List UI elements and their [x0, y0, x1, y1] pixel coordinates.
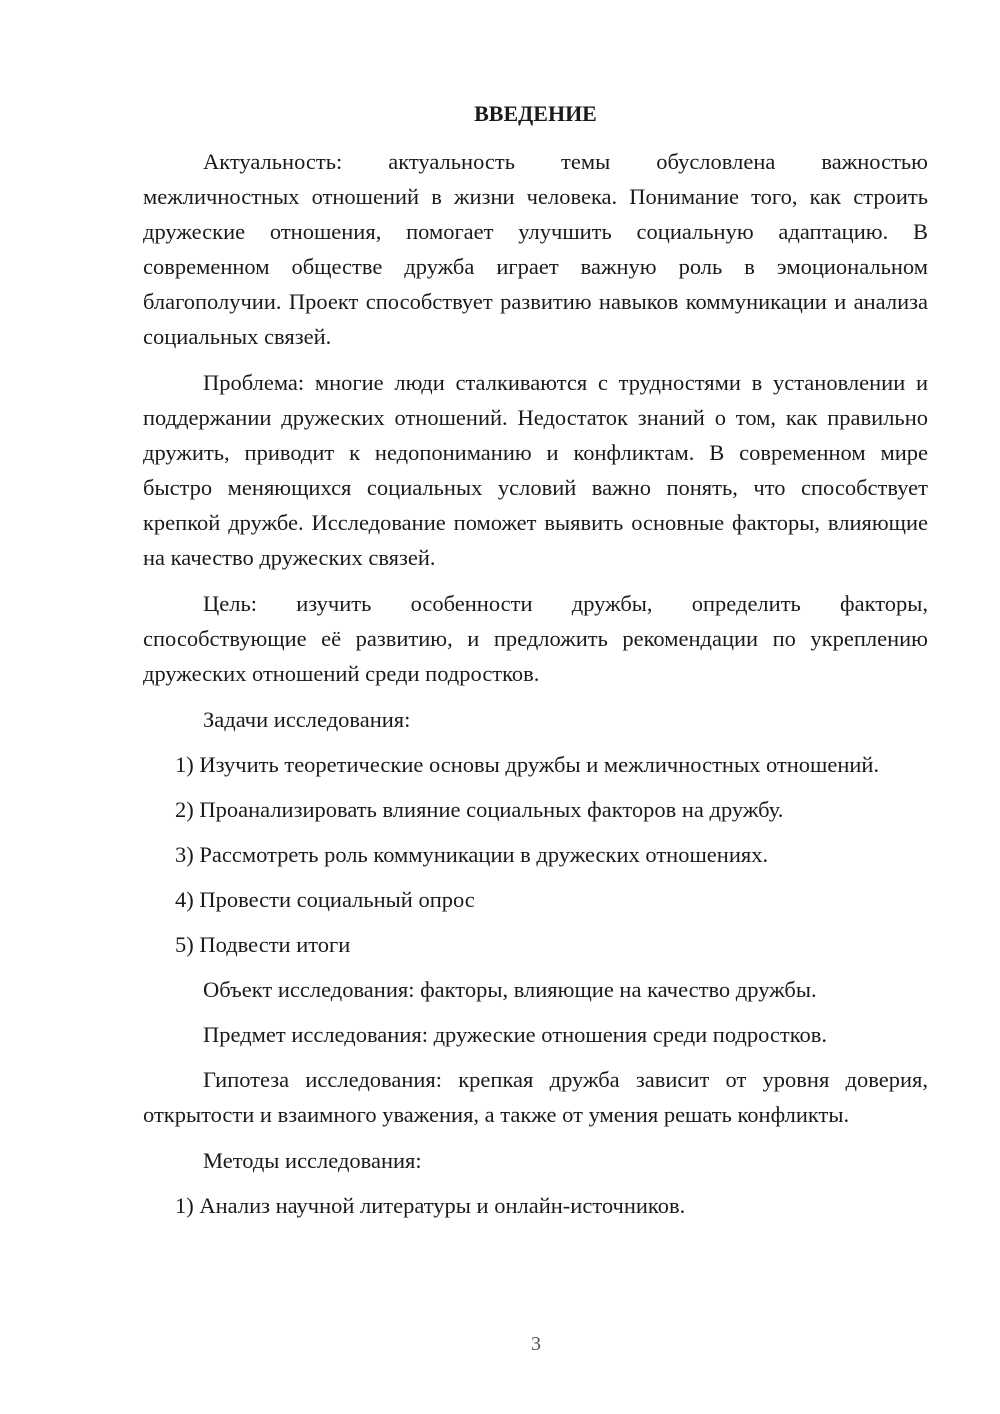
task-item-5: 5) Подвести итоги [175, 932, 351, 957]
task-item-1: 1) Изучить теоретические основы дружбы и межличностных отношений. [175, 752, 880, 777]
task-item-2: 2) Проанализировать влияние социальных факторов на дружбу. [175, 797, 784, 822]
relevance-paragraph: Актуальность: актуальность темы обусловлена важностью межличностных отношений в жизни человека. Понимание того, как строить дружеские отношения, помогает улучшить социальную адаптацию. В современном обществе дружба играет важную роль в эмоциональном благополучии. Проект способствует развитию навыков коммуникации и анализа социальных связей. [143, 149, 928, 349]
page-content [143, 96, 928, 1233]
page-number: 3 [531, 1333, 541, 1355]
goal-paragraph: Цель: изучить особенности дружбы, определить факторы, способствующие её развитию, и предложить рекомендации по укреплению дружеских отношений среди подростков. [143, 591, 928, 686]
problem-paragraph: Проблема: многие люди сталкиваются с трудностями в установлении и поддержании дружеских отношений. Недостаток знаний о том, как правильно дружить, приводит к недопониманию и конфликтам. В современном мире быстро меняющихся социальных условий важно понять, что способствует крепкой дружбе. Исследование поможет выявить основные факторы, влияющие на качество дружеских связей. [143, 370, 928, 570]
method-item-1: 1) Анализ научной литературы и онлайн-источников. [175, 1193, 686, 1218]
research-hypothesis: Гипотеза исследования: крепкая дружба зависит от уровня доверия, открытости и взаимного уважения, а также от умения решать конфликты. [143, 1067, 928, 1127]
section-title: ВВЕДЕНИЕ [474, 101, 597, 126]
tasks-heading: Задачи исследования: [203, 707, 411, 732]
methods-heading: Методы исследования: [203, 1148, 422, 1173]
task-item-3: 3) Рассмотреть роль коммуникации в дружеских отношениях. [175, 842, 769, 867]
research-object: Объект исследования: факторы, влияющие на качество дружбы. [203, 977, 817, 1002]
research-subject: Предмет исследования: дружеские отношения среди подростков. [203, 1022, 828, 1047]
task-item-4: 4) Провести социальный опрос [175, 887, 475, 912]
